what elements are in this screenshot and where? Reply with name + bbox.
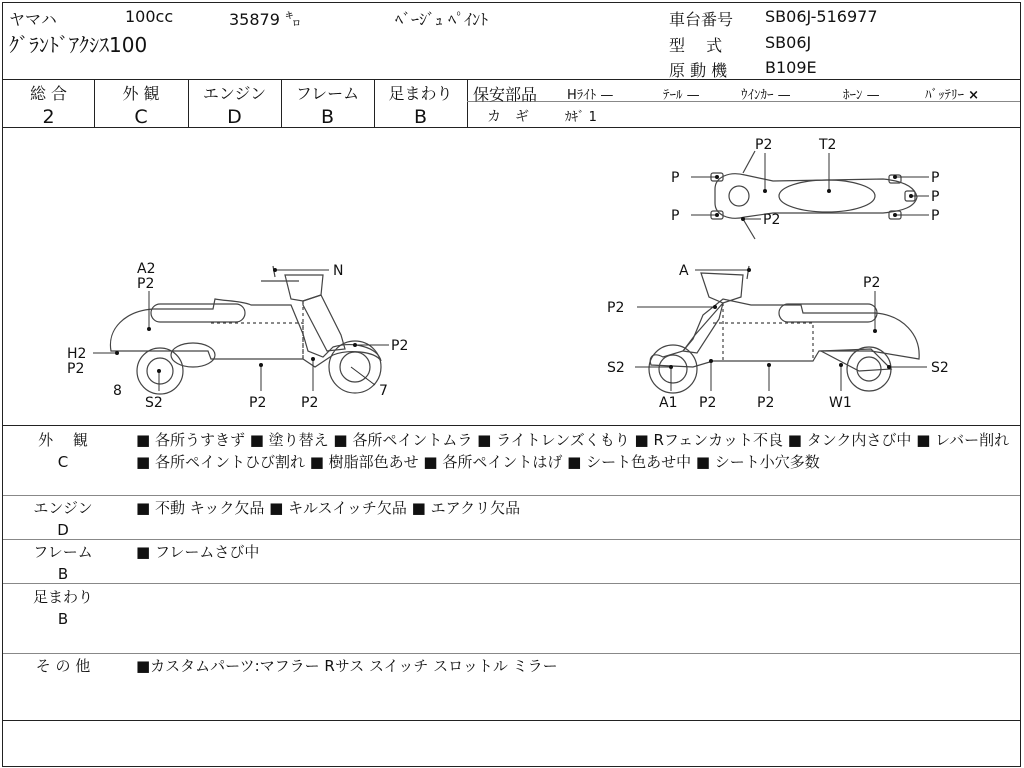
section-exterior-text: ■ 各所うすきず ■ 塗り替え ■ 各所ペイントムラ ■ ライトレンズくもり ■ Rフェンカット不良 ■ タンク内さび中 ■ レバー削れ ■ 各所ペイントひび割れ ■ 樹脂部色あせ ■ 各所ペイントはげ ■ シート色あせ中 ■ シート小穴多数 <box>136 431 1010 471</box>
label-right-front-s: S2 <box>607 360 625 376</box>
label-left-step: P2 <box>301 395 319 411</box>
score-suspension: 足まわり B <box>388 84 453 128</box>
label-top-mirror-lower: P <box>671 208 680 224</box>
label-right-handle: A <box>679 263 689 279</box>
safety-winker: ｳｲﾝｶｰ — <box>741 88 791 103</box>
score-engine: エンジン D <box>202 84 267 128</box>
safety-battery: ﾊﾞｯﾃﾘｰ × <box>925 88 980 103</box>
section-frame-text: ■ フレームさび中 <box>136 543 260 561</box>
label-right-front-body: P2 <box>863 275 881 291</box>
engine-label: 原 動 機 <box>669 61 728 80</box>
safety-headlight: Hﾗｲﾄ — <box>567 88 614 103</box>
score-overall: 総 合 2 <box>29 84 68 128</box>
label-top-rear-bottom: P <box>931 208 940 224</box>
label-top-under-handle: P2 <box>763 212 781 228</box>
label-top-handle: P2 <box>755 137 773 153</box>
label-left-rear-p: P2 <box>67 361 85 377</box>
label-right-step: P2 <box>699 395 717 411</box>
score-exterior: 外 観 C <box>122 84 160 128</box>
color: ﾍﾞｰｼﾞｭ ﾍﾟｲﾝﾄ <box>395 10 489 29</box>
scooter-left-seat <box>151 304 245 322</box>
safety-taillight: ﾃｰﾙ — <box>663 88 700 103</box>
label-right-front-a: A1 <box>659 395 678 411</box>
model-code: SB06J <box>765 33 812 52</box>
damage-diagram <box>3 129 1019 425</box>
key-value: ｶｷﾞ 1 <box>565 110 597 125</box>
label-left-rear-s: S2 <box>145 395 163 411</box>
label-left-front-fender: P2 <box>391 338 409 354</box>
label-right-floor: P2 <box>757 395 775 411</box>
label-left-floor: P2 <box>249 395 267 411</box>
maker: ヤマハ <box>9 10 57 29</box>
divider <box>3 79 1020 80</box>
section-other-text: ■カスタムパーツ:マフラー Rサス スイッチ スロットル ミラー <box>136 657 558 675</box>
label-top-rear-mid: P <box>931 189 940 205</box>
displacement: 100cc <box>125 7 174 26</box>
label-left-front-a: A2 <box>137 261 156 277</box>
label-left-handle: N <box>333 263 344 279</box>
section-engine-text: ■ 不動 キック欠品 ■ キルスイッチ欠品 ■ エアクリ欠品 <box>136 499 521 517</box>
inspection-sheet: ヤマハ 100cc 35879 ㌔ ﾍﾞｰｼﾞｭ ﾍﾟｲﾝﾄ ｸﾞﾗﾝﾄﾞｱｸｼｽ100 車台番号 SB06J-516977 型 式 SB06J 原 動 機 B109E 総 合 2 外 観 C エンジン D フレーム B 足まわり B 保安部品 Hﾗｲﾄ — ﾃｰﾙ — ｳｲﾝｶｰ — ﾎｰﾝ — ﾊﾞｯﾃﾘｰ × カ ギ ｶｷﾞ 1 P2 T2 P P P2 P P P N A2 P2 H2 P2 8 S2 P2 P2 P2 7 A P2 P2 S2 A1 P2 P2 W1 S2 外 観 C ■ 各所うすきず ■ 塗り替え ■ 各所ペイントムラ ■ ライトレンズくもり ■ Rフェンカット不良 ■ タンク内さび中 ■ レバー削れ ■ 各所ペイントひび割れ ■ 樹脂部色あせ ■ 各所ペイントはげ ■ シート色あせ中 ■ シート小穴多数 エンジン D ■ 不動 キック欠品 ■ キルスイッチ欠品 ■ エアクリ欠品 フレーム B ■ フレームさび中 足まわり B そ の 他 ■カスタムパーツ:マフラー Rサス スイッチ スロットル ミラー <box>2 2 1021 767</box>
scooter-top-view <box>711 151 917 239</box>
label-top-rear-top: P <box>931 170 940 186</box>
label-right-rear-s: S2 <box>931 360 949 376</box>
label-right-body-top: P2 <box>607 300 625 316</box>
label-top-mirror-upper: P <box>671 170 680 186</box>
label-right-rear-w: W1 <box>829 395 852 411</box>
safety-label: 保安部品 <box>473 85 538 104</box>
label-left-front-p: P2 <box>137 276 155 292</box>
mileage: 35879 ㌔ <box>229 10 301 29</box>
frame-no: SB06J-516977 <box>765 7 878 26</box>
safety-horn: ﾎｰﾝ — <box>843 88 880 103</box>
engine-code: B109E <box>765 58 817 77</box>
label-left-rear-h: H2 <box>67 346 87 362</box>
label-left-front-wheel-num: 7 <box>379 383 388 399</box>
score-frame: フレーム B <box>295 84 360 128</box>
model-name: ｸﾞﾗﾝﾄﾞｱｸｼｽ100 <box>9 33 148 57</box>
key-label: カ ギ <box>487 109 529 125</box>
label-top-seat: T2 <box>819 137 837 153</box>
model-code-label: 型 式 <box>669 36 723 55</box>
label-left-rear-wheel-num: 8 <box>113 383 122 399</box>
frame-no-label: 車台番号 <box>669 10 734 29</box>
